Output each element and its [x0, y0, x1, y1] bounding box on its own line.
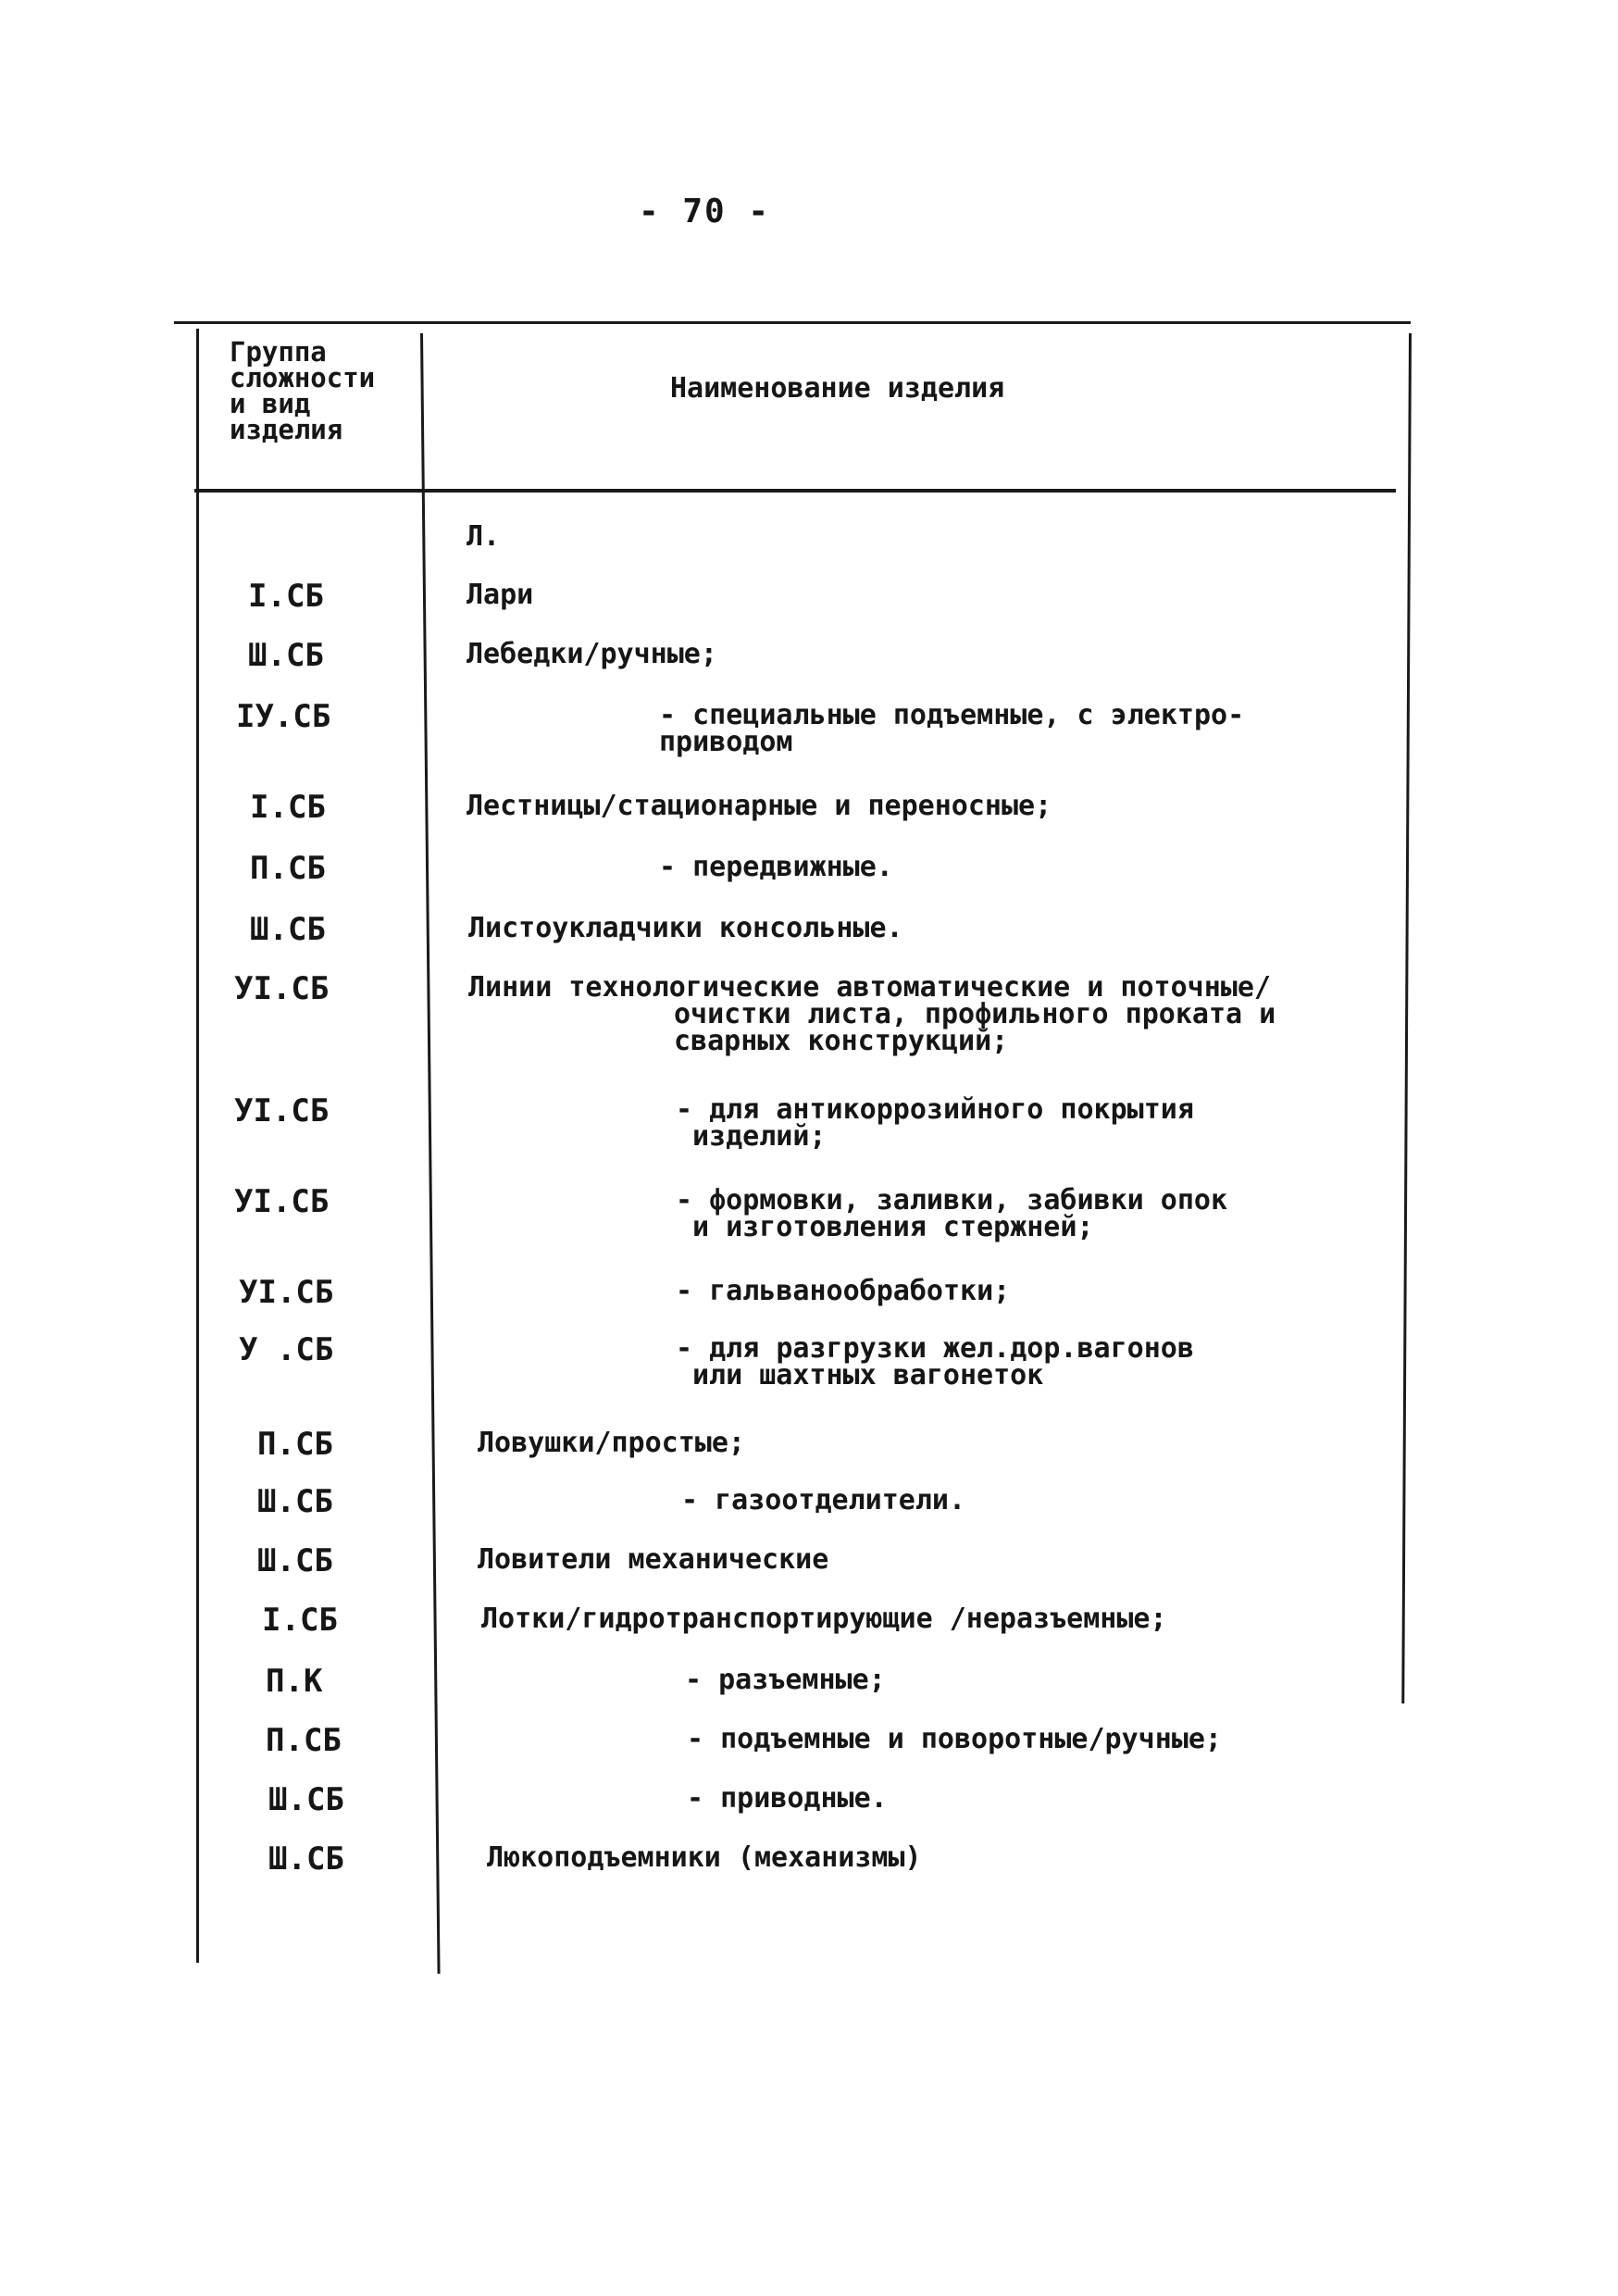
- item-name: Лотки/гидротранспортирующие /неразъемные;: [481, 1603, 1167, 1635]
- item-code: Ш.СБ: [250, 911, 326, 948]
- item-name-continuation: или шахтных вагонеток: [692, 1359, 1044, 1391]
- item-name: Люкоподъемники (механизмы): [487, 1841, 922, 1874]
- item-code: П.СБ: [266, 1722, 342, 1759]
- item-name: - формовки, заливки, забивки опок: [676, 1184, 1228, 1217]
- item-code: Ш.СБ: [257, 1542, 333, 1579]
- header-item-name: Наименование изделия: [670, 372, 1005, 405]
- table-left-rule: [196, 329, 199, 1963]
- item-code: Ш.СБ: [268, 1781, 344, 1818]
- table-header-rule: [194, 489, 1396, 493]
- page-number: - 70 -: [639, 193, 771, 231]
- item-code: У .СБ: [239, 1331, 334, 1368]
- table-top-rule: [174, 321, 1411, 324]
- item-code: I.СБ: [262, 1602, 338, 1639]
- item-name: Линии технологические автоматические и поточные/: [468, 971, 1271, 1004]
- item-name: Лебедки/ручные;: [467, 638, 717, 670]
- item-name: - подъемные и поворотные/ручные;: [687, 1723, 1222, 1755]
- item-name: - передвижные.: [659, 851, 893, 883]
- item-name-continuation: очистки листа, профильного проката и: [674, 998, 1276, 1030]
- item-code: П.СБ: [250, 850, 326, 887]
- item-name: - гальванообработки;: [676, 1275, 1011, 1307]
- item-code: I.СБ: [248, 578, 324, 615]
- header-line: сложности: [230, 362, 376, 393]
- item-name: Листоукладчики консольные.: [468, 912, 903, 944]
- item-name: - газоотделители.: [681, 1484, 966, 1516]
- item-name-continuation: изделий;: [692, 1120, 827, 1153]
- item-name: Л.: [467, 520, 501, 553]
- item-code: УI.СБ: [239, 1274, 334, 1311]
- item-name-continuation: приводом: [659, 726, 793, 758]
- item-code: УI.СБ: [234, 970, 330, 1007]
- header-line: изделия: [230, 414, 343, 445]
- item-code: IУ.СБ: [236, 698, 331, 735]
- item-code: Ш.СБ: [257, 1483, 333, 1520]
- item-code: УI.СБ: [234, 1092, 330, 1129]
- item-name: - приводные.: [687, 1782, 888, 1815]
- item-code: П.К: [266, 1663, 323, 1700]
- header-line: и вид: [230, 388, 311, 419]
- item-code: Ш.СБ: [268, 1841, 344, 1878]
- item-name: Лари: [467, 579, 534, 611]
- item-code: УI.СБ: [234, 1183, 330, 1220]
- item-name: - разъемные;: [685, 1664, 886, 1696]
- item-name: - специальные подъемные, с электро-: [659, 699, 1245, 731]
- item-code: Ш.СБ: [248, 637, 324, 674]
- item-name: Ловушки/простые;: [478, 1427, 745, 1459]
- item-name: Лестницы/стационарные и переносные;: [467, 790, 1052, 822]
- table-right-rule: [1401, 333, 1412, 1703]
- header-line: Группа: [230, 336, 327, 368]
- item-code: П.СБ: [257, 1426, 333, 1463]
- header-complexity-group: [230, 336, 376, 445]
- item-code: I.СБ: [250, 789, 326, 826]
- item-name-continuation: и изготовления стержней;: [692, 1211, 1094, 1243]
- item-name: - для антикоррозийного покрытия: [676, 1093, 1194, 1126]
- item-name: - для разгрузки жел.дор.вагонов: [676, 1332, 1194, 1365]
- item-name: Ловители механические: [478, 1543, 829, 1576]
- item-name-continuation: сварных конструкций;: [674, 1025, 1009, 1057]
